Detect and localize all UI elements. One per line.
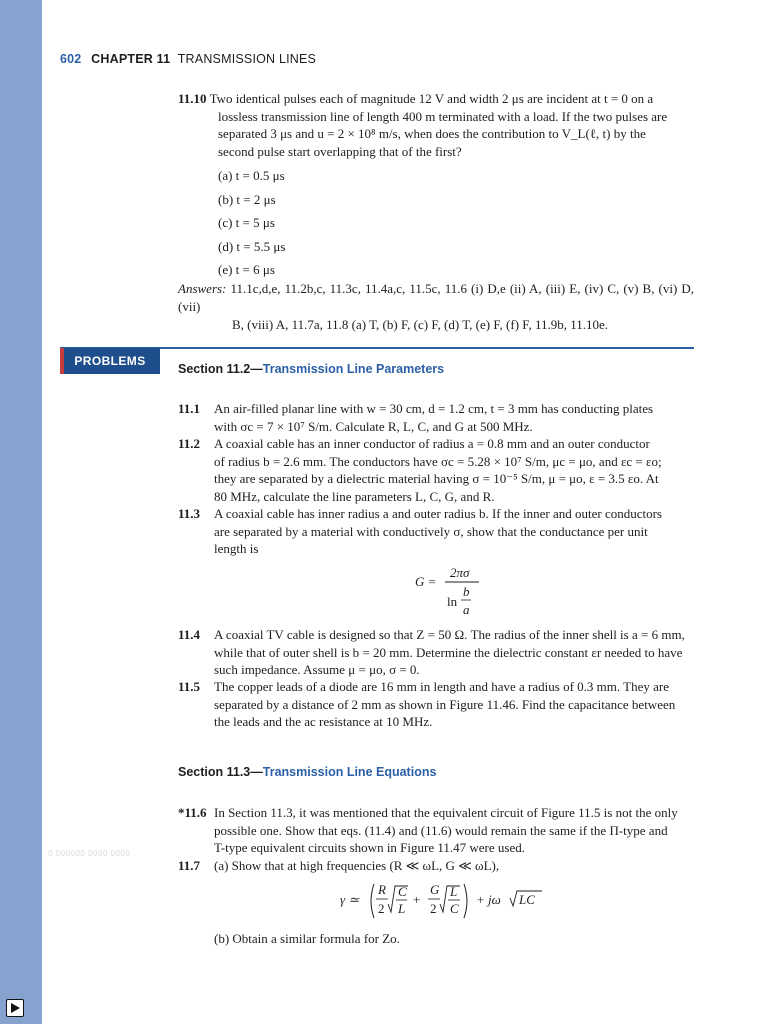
- problem-text: 80 MHz, calculate the line parameters L, C, G, and R.: [214, 488, 495, 504]
- question-number: 11.10: [178, 91, 207, 106]
- answers-text: 11.1c,d,e, 11.2b,c, 11.3c, 11.4a,c, 11.5c, 11.6 (i) D,e (ii) A, (iii) E, (iv) C, (v) B, (vi) D, (vii): [178, 281, 695, 314]
- chapter-topic: TRANSMISSION LINES: [177, 52, 317, 66]
- problem-11-2: [178, 435, 694, 505]
- problem-text: In Section 11.3, it was mentioned that the equivalent circuit of Figure 11.5 is not the only: [214, 805, 678, 820]
- problem-text: A coaxial cable has an inner conductor of radius a = 0.8 mm and an outer conductor: [214, 436, 650, 451]
- question-11-10: [178, 90, 694, 160]
- formula-tail: + jω: [476, 892, 501, 907]
- page-header: [60, 52, 316, 66]
- question-text: Two identical pulses each of magnitude 12 V and width 2 μs are incident at t = 0 on a: [209, 91, 654, 106]
- problem-text: An air-filled planar line with w = 30 cm, d = 1.2 cm, t = 3 mm has conducting plates: [214, 401, 654, 416]
- formula-ln: ln: [447, 594, 458, 609]
- formula-a: a: [463, 602, 470, 617]
- option-c: (c) t = 5 μs: [218, 215, 275, 230]
- conductance-formula: [415, 565, 535, 621]
- question-text: second pulse start overlapping that of the first?: [218, 143, 462, 159]
- problem-number: 11.2: [178, 436, 201, 451]
- problem-text: separated by a distance of 2 mm as shown in Figure 11.46. Find the capacitance between: [214, 696, 676, 712]
- problem-text: while that of outer shell is b = 20 mm. Determine the dielectric constant εr needed to have: [214, 644, 683, 660]
- formula-plus: +: [413, 892, 421, 907]
- formula-L: L: [398, 901, 406, 916]
- section-title: Transmission Line Parameters: [262, 362, 445, 376]
- formula-C: C: [450, 901, 459, 916]
- answer-options: [218, 168, 285, 286]
- section-heading: [178, 765, 436, 779]
- gamma-formula: [340, 880, 560, 922]
- section-heading: [178, 362, 444, 376]
- problem-text: such impedance. Assume μ = μo, σ = 0.: [214, 662, 420, 677]
- page-number: 602: [60, 52, 82, 66]
- problem-text: the leads and the ac resistance at 10 MHz.: [214, 714, 433, 729]
- formula-two: 2: [378, 901, 385, 916]
- play-icon: [10, 1003, 20, 1013]
- answers-block: [178, 280, 694, 334]
- section-prefix: Section 11.2—: [178, 362, 263, 376]
- formula-lhs: G =: [415, 574, 437, 589]
- problem-number: 11.5: [178, 679, 201, 694]
- option-b: (b) t = 2 μs: [218, 191, 276, 207]
- problems-tab: PROBLEMS: [60, 348, 160, 374]
- watermark: 0 000000 0000 0000: [48, 849, 131, 858]
- problem-number: *11.6: [178, 805, 207, 820]
- problem-11-1: [178, 400, 694, 435]
- formula-lhs: γ ≃: [340, 892, 360, 907]
- problem-text: (b) Obtain a similar formula for Zo.: [214, 931, 400, 946]
- problem-11-7-part-b: [178, 930, 694, 948]
- formula-G: G: [430, 882, 440, 897]
- problem-text: with σc = 7 × 10⁷ S/m. Calculate R, L, C, and G at 500 MHz.: [214, 418, 533, 434]
- problem-11-4: [178, 626, 694, 679]
- problem-text: T-type equivalent circuits shown in Figure 11.47 were used.: [214, 840, 525, 855]
- formula-numerator: 2πσ: [450, 565, 470, 580]
- section-title: Transmission Line Equations: [262, 765, 437, 779]
- formula-LC: LC: [519, 892, 535, 907]
- problem-number: 11.7: [178, 858, 201, 873]
- problem-text: are separated by a material with conductively σ, show that the conductance per unit: [214, 523, 648, 539]
- problem-11-3: [178, 505, 694, 558]
- formula-C: C: [398, 884, 407, 899]
- answers-text: B, (viii) A, 11.7a, 11.8 (a) T, (b) F, (c) F, (d) T, (e) F, (f) F, 11.9b, 11.10e.: [232, 317, 609, 332]
- problem-text: A coaxial TV cable is designed so that Z = 50 Ω. The radius of the inner shell is a = 6 mm,: [214, 627, 685, 642]
- problem-text: The copper leads of a diode are 16 mm in length and have a radius of 0.3 mm. They are: [214, 679, 669, 694]
- problem-11-5: [178, 678, 694, 731]
- problem-text: they are separated by a dielectric material having σ = 10⁻⁵ S/m, μ = μo, ε = 3.5 εo. At: [214, 471, 659, 486]
- answers-label: Answers:: [178, 281, 227, 296]
- formula-R: R: [378, 882, 386, 897]
- question-text: separated 3 μs and u = 2 × 10⁸ m/s, when does the contribution to V_L(ℓ, t) by the: [218, 126, 646, 141]
- problem-number: 11.4: [178, 627, 201, 642]
- option-a: (a) t = 0.5 μs: [218, 168, 285, 183]
- play-button[interactable]: [6, 999, 24, 1017]
- formula-L: L: [450, 884, 458, 899]
- option-d: (d) t = 5.5 μs: [218, 238, 286, 254]
- problem-number: 11.1: [178, 401, 201, 416]
- problem-number: 11.3: [178, 506, 201, 521]
- problem-text: (a) Show that at high frequencies (R ≪ ωL, G ≪ ωL),: [214, 858, 500, 873]
- problem-text: length is: [214, 541, 259, 556]
- problem-11-7: [178, 857, 694, 875]
- problem-text: possible one. Show that eqs. (11.4) and (11.6) would remain the same if the Π-type and: [214, 822, 668, 838]
- problem-text: A coaxial cable has inner radius a and outer radius b. If the inner and outer conductors: [214, 506, 662, 521]
- problem-11-6: [178, 804, 694, 857]
- section-prefix: Section 11.3—: [178, 765, 263, 779]
- formula-b: b: [463, 584, 470, 599]
- problem-text: of radius b = 2.6 mm. The conductors have σc = 5.28 × 10⁷ S/m, μc = μo, and εc = εo;: [214, 453, 662, 469]
- question-text: lossless transmission line of length 400 m terminated with a load. If the two pulses are: [218, 108, 668, 124]
- formula-two: 2: [430, 901, 437, 916]
- chapter-label: CHAPTER 11: [91, 52, 171, 66]
- right-paren: [464, 884, 467, 918]
- option-e: (e) t = 6 μs: [218, 262, 275, 277]
- left-paren: [371, 884, 374, 918]
- left-sidebar-bar: [0, 0, 42, 1024]
